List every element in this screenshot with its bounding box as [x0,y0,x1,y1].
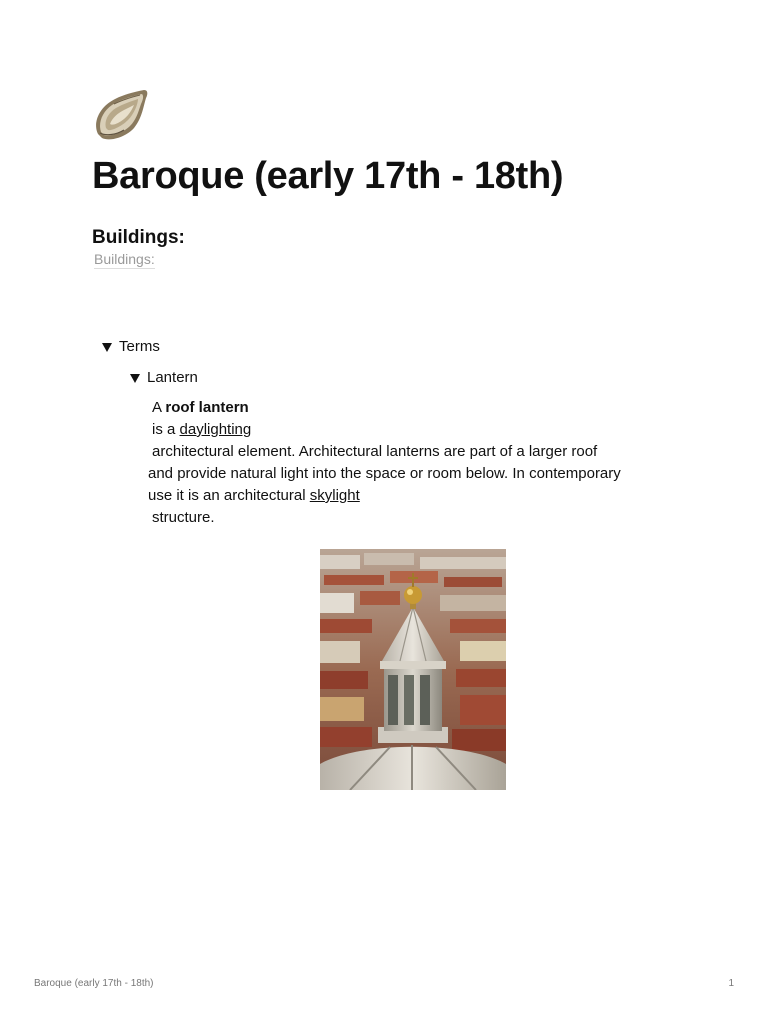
buildings-heading: Buildings: [92,227,185,248]
skylight-link[interactable]: skylight [309,487,360,504]
triangle-down-icon[interactable] [102,343,112,352]
footer-title: Baroque (early 17th - 18th) [34,978,154,989]
terms-toggle[interactable] [102,337,160,357]
bold-term: roof lantern [165,399,249,416]
roof-lantern-photo [320,549,506,790]
lantern-description [148,397,688,529]
text-fragment: use it is an architectural [148,487,310,504]
text-line: and provide natural light into the space or room below. In contemporary [148,465,621,482]
text-line [148,485,688,507]
oyster-icon [92,88,150,142]
daylighting-link[interactable]: daylighting [179,421,252,438]
footer-page-number: 1 [728,978,734,989]
page-title: Baroque (early 17th - 18th) [92,155,564,197]
lantern-toggle[interactable] [130,368,198,388]
text-line [148,419,688,441]
text-fragment: is a [152,421,180,438]
text-line: structure. [152,509,215,526]
text-fragment: A [152,399,166,416]
triangle-down-icon[interactable] [130,374,140,383]
lantern-toggle-label: Lantern [147,369,198,386]
buildings-link[interactable]: Buildings: [94,251,155,267]
terms-toggle-label: Terms [119,338,160,355]
text-line [148,397,688,419]
text-line: architectural element. Architectural lanterns are part of a larger roof [152,443,598,460]
